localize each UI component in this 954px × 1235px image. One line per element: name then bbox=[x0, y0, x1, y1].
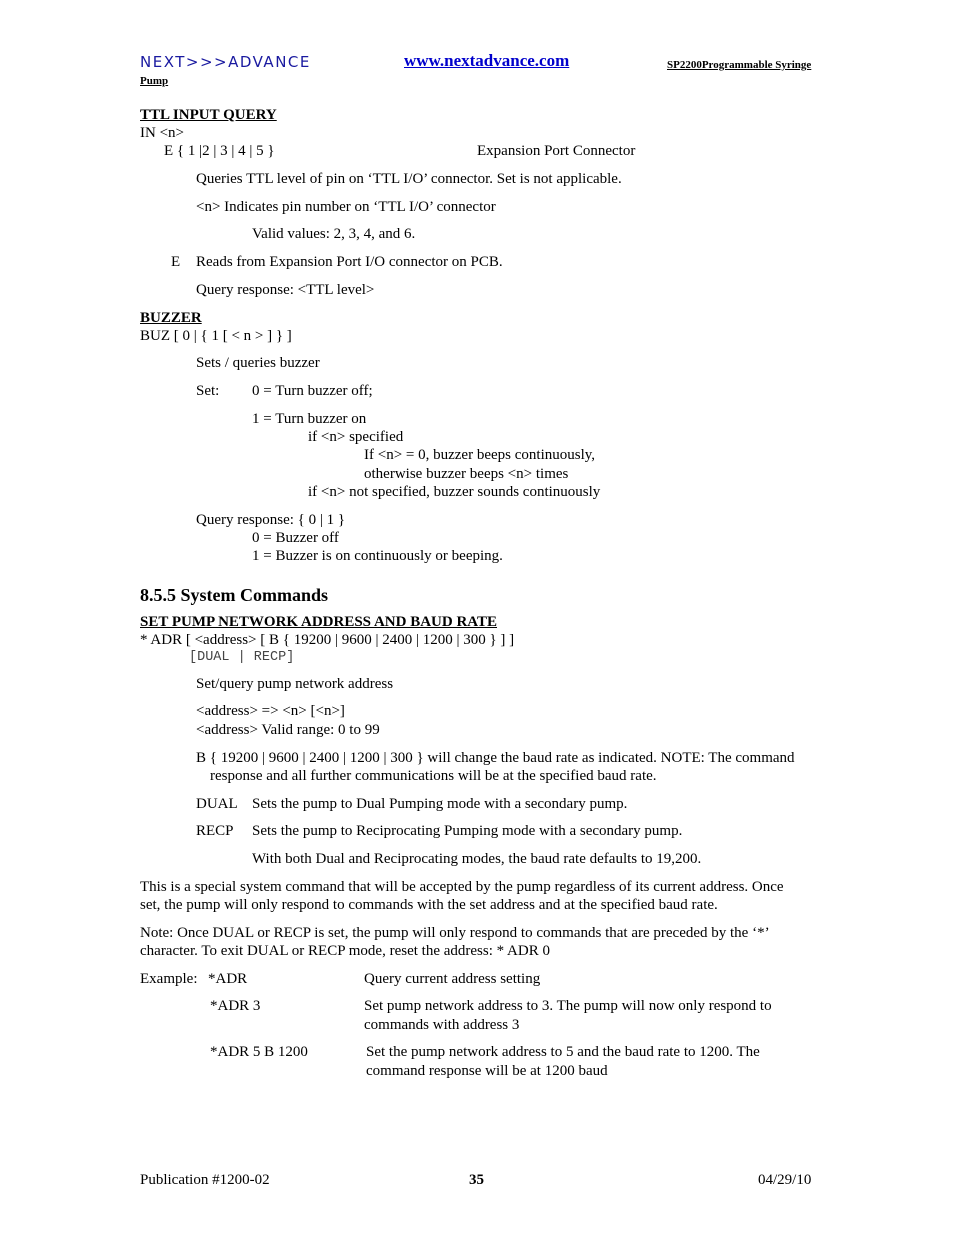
example-desc-cont: commands with address 3 bbox=[364, 1017, 520, 1033]
buzzer-desc: Sets / queries buzzer bbox=[196, 355, 320, 371]
company-logo: NEXT>>>ADVANCE bbox=[140, 53, 311, 71]
adr-dual-desc: Sets the pump to Dual Pumping mode with a secondary pump. bbox=[252, 796, 628, 812]
buzzer-resp1: 1 = Buzzer is on continuously or beeping. bbox=[252, 548, 503, 564]
ttl-e-desc: Reads from Expansion Port I/O connector on PCB. bbox=[196, 254, 503, 270]
ttl-valid: Valid values: 2, 3, 4, and 6. bbox=[252, 226, 416, 242]
adr-addr2: <address> Valid range: 0 to 99 bbox=[196, 722, 380, 738]
adr-note2: character. To exit DUAL or RECP mode, reset the address: * ADR 0 bbox=[140, 943, 550, 959]
adr-addr1: <address> => <n> [<n>] bbox=[196, 703, 345, 719]
section-heading: 8.5.5 System Commands bbox=[140, 585, 329, 605]
example-desc-cont: command response will be at 1200 baud bbox=[366, 1063, 608, 1079]
ttl-syntax-e: E { 1 |2 | 3 | 4 | 5 } bbox=[164, 143, 275, 159]
product-title: SP2200Programmable Syringe bbox=[667, 59, 812, 71]
adr-special2: set, the pump will only respond to commands with the set address and at the specified baud rate. bbox=[140, 897, 718, 913]
adr-syntax-mode: [DUAL | RECP] bbox=[189, 650, 295, 665]
adr-baud2: response and all further communications will be at the specified baud rate. bbox=[210, 768, 657, 784]
adr-special1: This is a special system command that will be accepted by the pump regardless of its current address. Once bbox=[140, 879, 784, 895]
buzzer-if-spec: if <n> specified bbox=[308, 429, 404, 445]
example-cmd: *ADR 3 bbox=[210, 998, 261, 1014]
buzzer-otherwise: otherwise buzzer beeps <n> times bbox=[364, 466, 569, 482]
buzzer-if-zero: If <n> = 0, buzzer beeps continuously, bbox=[364, 447, 596, 463]
ttl-syntax-e-note: Expansion Port Connector bbox=[477, 143, 636, 159]
adr-heading: SET PUMP NETWORK ADDRESS AND BAUD RATE bbox=[140, 614, 498, 630]
product-title-cont: Pump bbox=[140, 75, 169, 87]
adr-desc: Set/query pump network address bbox=[196, 676, 394, 692]
footer-date: 04/29/10 bbox=[758, 1172, 812, 1188]
example-desc: Set pump network address to 3. The pump will now only respond to bbox=[364, 998, 772, 1014]
ttl-desc: Queries TTL level of pin on ‘TTL I/O’ connector. Set is not applicable. bbox=[196, 171, 622, 187]
page-number: 35 bbox=[469, 1172, 484, 1188]
ttl-response: Query response: <TTL level> bbox=[196, 282, 375, 298]
adr-dual-label: DUAL bbox=[196, 796, 238, 812]
example-desc: Set the pump network address to 5 and the baud rate to 1200. The bbox=[366, 1044, 760, 1060]
adr-recp-desc: Sets the pump to Reciprocating Pumping mode with a secondary pump. bbox=[252, 823, 683, 839]
buzzer-response: Query response: { 0 | 1 } bbox=[196, 512, 346, 528]
adr-baud1: B { 19200 | 9600 | 2400 | 1200 | 300 } will change the baud rate as indicated. NOTE: The command bbox=[196, 750, 795, 766]
buzzer-set-label: Set: bbox=[196, 383, 220, 399]
buzzer-set0: 0 = Turn buzzer off; bbox=[252, 383, 373, 399]
buzzer-syntax: BUZ [ 0 | { 1 [ < n > ] } ] bbox=[140, 328, 292, 344]
footer-publication: Publication #1200-02 bbox=[140, 1172, 270, 1188]
website-link[interactable]: www.nextadvance.com bbox=[404, 51, 570, 70]
buzzer-resp0: 0 = Buzzer off bbox=[252, 530, 339, 546]
buzzer-set1: 1 = Turn buzzer on bbox=[252, 411, 367, 427]
ttl-e-label: E bbox=[171, 254, 181, 270]
ttl-heading: TTL INPUT QUERY bbox=[140, 107, 277, 123]
ttl-syntax: IN <n> bbox=[140, 125, 184, 141]
adr-recp-label: RECP bbox=[196, 823, 234, 839]
buzzer-if-not: if <n> not specified, buzzer sounds continuously bbox=[308, 484, 601, 500]
adr-both: With both Dual and Reciprocating modes, the baud rate defaults to 19,200. bbox=[252, 851, 702, 867]
buzzer-heading: BUZZER bbox=[140, 310, 202, 326]
adr-syntax: * ADR [ <address> [ B { 19200 | 9600 | 2400 | 1200 | 300 } ] ] bbox=[140, 632, 515, 648]
adr-note1: Note: Once DUAL or RECP is set, the pump will only respond to commands that are preceded by the ‘*’ bbox=[140, 925, 770, 941]
example-cmd: *ADR bbox=[208, 971, 248, 987]
example-cmd: *ADR 5 B 1200 bbox=[210, 1044, 308, 1060]
ttl-n-desc: <n> Indicates pin number on ‘TTL I/O’ connector bbox=[196, 199, 496, 215]
example-desc: Query current address setting bbox=[364, 971, 541, 987]
example-label: Example: bbox=[140, 971, 198, 987]
